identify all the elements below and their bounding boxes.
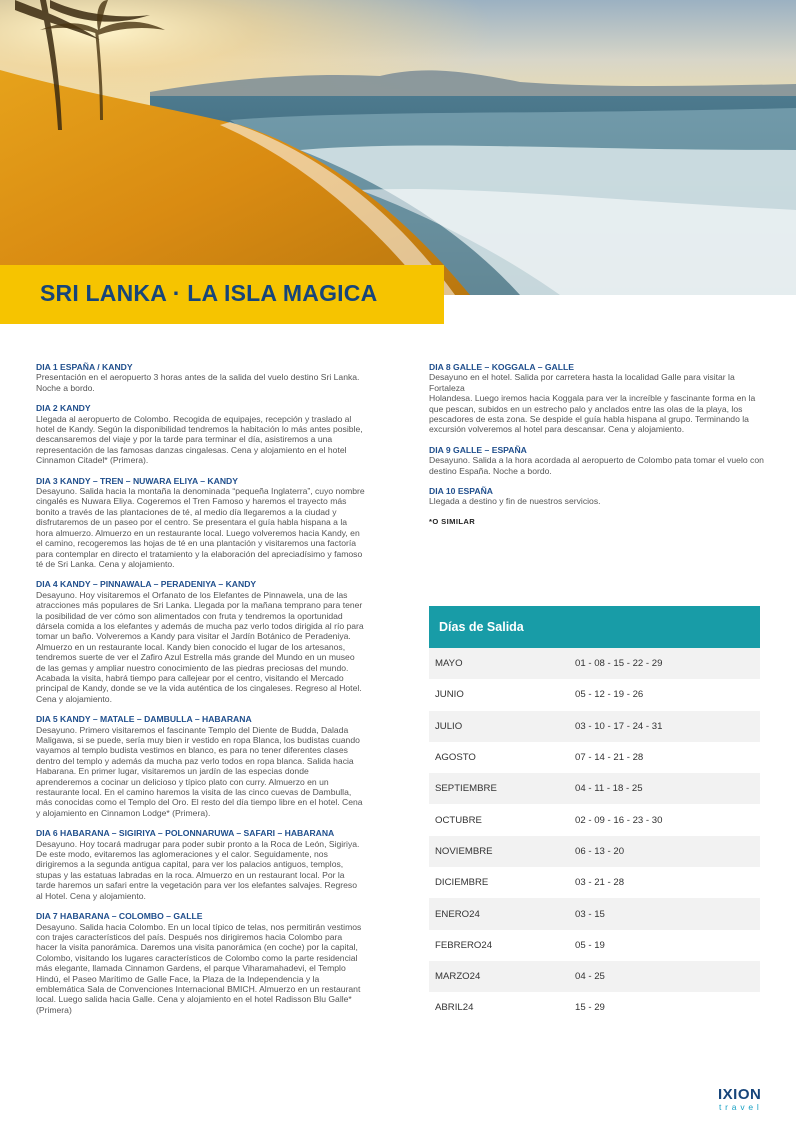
dates-cell: 01 - 08 - 15 - 22 - 29 xyxy=(575,658,663,670)
table-row xyxy=(429,742,760,773)
departure-dates-header: Días de Salida xyxy=(429,606,760,648)
hero-beach-image xyxy=(0,0,796,295)
day-title: DIA 2 KANDY xyxy=(36,403,91,414)
dates-cell: 04 - 25 xyxy=(575,971,605,983)
month-cell: DICIEMBRE xyxy=(435,877,489,889)
similar-note: *O SIMILAR xyxy=(429,516,476,526)
ixion-travel-logo xyxy=(718,1087,778,1117)
day-text: Llegada a destino y fin de nuestros servicios. xyxy=(429,496,601,507)
itinerary-day xyxy=(36,714,366,818)
day-text: Desayuno. Primero visitaremos el fascinante Templo del Diente de Budda, Dalada Maligawa, si se puede, sería muy bien ir vestido en ropa Blanca, los budistas cuando vayamos al templo budista vestimos en blanco, es para no tener diferentes clases dentro del templo y además da mucha paz verlo todos en ropa blanca. Salida hacia Habarana. En primer lugar, visitaremos un jardín de las especias donde aprenderemos a cocinar un delicioso y típico plato con curry. Almuerzo en un restaurante local. En el camino haremos la visita de las cinco cuevas de Dambulla, más conocidas como el Templo del Oro. El resto del día tiempo libre en el hotel. Cena y alojamiento en Cinnamon Lodge* (Primera). xyxy=(36,724,363,818)
itinerary-day xyxy=(36,579,366,704)
dates-cell: 05 - 12 - 19 - 26 xyxy=(575,689,644,701)
dates-cell: 02 - 09 - 16 - 23 - 30 xyxy=(575,814,663,826)
month-cell: JULIO xyxy=(435,720,463,732)
day-text: Desayuno en el hotel. Salida por carretera hasta la localidad Galle para visitar la Fortaleza Holandesa. Luego iremos hacia Koggala para ver la increíble y fascinante forma en la que pescan, subidos en un estrecho palo y anclados entre las olas de la playa, los pescadores de esta zona. Se despide el guía habla hispana al grupo. Terminando la excursión volveremos al hotel para descansar. Cena y alojamiento. xyxy=(429,372,756,435)
table-row xyxy=(429,898,760,929)
day-title: DIA 8 GALLE – KOGGALA – GALLE xyxy=(429,362,574,372)
itinerary-day xyxy=(36,911,366,1015)
day-title: DIA 3 KANDY – TREN – NUWARA ELIYA – KANDY xyxy=(36,475,238,486)
day-text: Presentación en el aeropuerto 3 horas antes de la salida del vuelo destino Sri Lanka. Noche a bordo. xyxy=(36,372,360,393)
day-title: DIA 5 KANDY – MATALE – DAMBULLA – HABARANA xyxy=(36,714,252,725)
month-cell: JUNIO xyxy=(435,689,464,701)
itinerary-day xyxy=(429,486,764,507)
itinerary-day xyxy=(36,828,366,901)
month-cell: FEBRERO24 xyxy=(435,939,493,951)
table-row xyxy=(429,930,760,961)
table-row xyxy=(429,836,760,867)
dates-cell: 05 - 19 xyxy=(575,939,605,951)
month-cell: SEPTIEMBRE xyxy=(435,783,497,795)
day-text: Desayuno. Hoy visitaremos el Orfanato de los Elefantes de Pinnawela, una de las atracciones más populares de Sri Lanka. Llegada por la mañana temprano para tener la posibilidad de ver cómo son alimentados con fruta y tendremos la oportunidad dársela comida a los elefantes y además de mucha paz verlo todos dirigida al río para tomar un baño. Volveremos a Kandy para visitar el Jardín Botánico de Peradeniya. Almuerzo en un restaurante local. Kandy bien conocido el lugar de los artesanos, tendremos suerte de ver el Zafiro Azul Estrella más grande del Mundo en un museo de las gemas y ampliar nuestro conocimiento de las piedras preciosas del mundo. Acabada la visita, habrá tiempo para callejear por el centro, visitando el Mercado principal de Kandy, donde se ve la vida auténtica de los cingaleses. Regreso al Hotel. Cena y alojamiento. xyxy=(36,589,364,704)
day-text: Desayuno. Salida hacia la montaña la denominada “pequeña Inglaterra”, cuyo nombre cingalés es Nuwara Eliya. Cogeremos el Tren Famoso y haremos el trayecto más bonito a través de las plantaciones de té, al medio día llegaremos a la ciudad y disfrutaremos de un paseo por el centro. Se presentara el guía habla hispana a la hora almuerzo. Almuerzo en un restaurante local. Luego volveremos hacia Kandy, en el camino, recogeremos las hojas de té en una plantación y visitaremos una factoría para contemplar en directo el tratamiento y la elaboración del apreciadísimo y famoso té de Sri Lanka. Cena y alojamiento. xyxy=(36,486,365,569)
day-title: DIA 4 KANDY – PINNAWALA – PERADENIYA – KANDY xyxy=(36,579,257,590)
month-cell: NOVIEMBRE xyxy=(435,845,493,857)
day-title: DIA 7 HABARANA – COLOMBO – GALLE xyxy=(36,911,203,922)
dates-cell: 03 - 10 - 17 - 24 - 31 xyxy=(575,720,663,732)
logo-wordmark: IXION xyxy=(718,1086,762,1103)
month-cell: ENERO24 xyxy=(435,908,480,920)
table-row xyxy=(429,992,760,1023)
title-banner xyxy=(0,265,444,324)
table-row xyxy=(429,773,760,804)
itinerary-day xyxy=(36,362,366,393)
day-text: Desayuno. Hoy tocará madrugar para poder subir pronto a la Roca de León, Sigiriya. De este modo, evitaremos las aglomeraciones y el calor. Seguidamente, nos dirigiremos a la segunda antigua capital, para ver los palacios antiguos, templos, stupas y las estatuas labradas en la roca. Almuerzo en un restaurant local. Por la tarde haremos un safari entre la vegetación para ver los elefantes salvajes. Regreso al Hotel. Cena y alojamiento. xyxy=(36,838,360,901)
logo-subtitle: travel xyxy=(719,1102,763,1112)
page-title: SRI LANKA · LA ISLA MAGICA xyxy=(40,280,378,306)
itinerary-day xyxy=(429,362,764,435)
day-title: DIA 1 ESPAÑA / KANDY xyxy=(36,362,133,372)
dates-cell: 03 - 21 - 28 xyxy=(575,877,625,889)
month-cell: MAYO xyxy=(435,658,463,670)
day-title: DIA 9 GALLE – ESPAÑA xyxy=(429,444,527,455)
dates-cell: 06 - 13 - 20 xyxy=(575,845,625,857)
dates-cell: 15 - 29 xyxy=(575,1002,605,1014)
itinerary-left-column xyxy=(36,362,366,1025)
itinerary-day xyxy=(36,476,366,570)
table-row xyxy=(429,961,760,992)
day-text: Desayuno. Salida a la hora acordada al aeropuerto de Colombo pata tomar el vuelo con destino España. Noche a bordo. xyxy=(429,455,764,476)
day-title: DIA 6 HABARANA – SIGIRIYA – POLONNARUWA – SAFARI – HABARANA xyxy=(36,828,335,839)
table-row xyxy=(429,648,760,679)
day-title: DIA 10 ESPAÑA xyxy=(429,486,493,497)
table-row xyxy=(429,867,760,898)
table-row xyxy=(429,679,760,710)
itinerary-day xyxy=(36,403,366,465)
dates-cell: 03 - 15 xyxy=(575,908,605,920)
day-text: Desayuno. Salida hacia Colombo. En un local típico de telas, nos permitirán vestimos con trajes característicos del país. Después nos dirigiremos hacia Colombo para hacer la visita panorámica. Daremos una visita panorámica (en coche) por la capital, Colombo, visitando los lugares característicos de Colombo como la parte residencial más elegante, llamada Cinnamon Gardens, el parque Viharamahadevi, el Templo Hindú, el Paseo Marítimo de Galle Face, la Plaza de la Independencia y la emblemática Sala de Convenciones Internacional BMICH. Almuerzo en un restaurant local. Luego salida hacia Galle. Cena y alojamiento en el hotel Radisson Blu Galle* (Primera) xyxy=(36,921,362,1015)
month-cell: ABRIL24 xyxy=(435,1002,474,1014)
dates-cell: 04 - 11 - 18 - 25 xyxy=(575,783,643,795)
itinerary-right-column xyxy=(429,362,764,526)
table-row xyxy=(429,711,760,742)
departure-rows xyxy=(429,648,760,1024)
month-cell: MARZO24 xyxy=(435,971,481,983)
departure-dates-table xyxy=(429,606,760,1024)
itinerary-day xyxy=(429,445,764,476)
day-text: Llegada al aeropuerto de Colombo. Recogida de equipajes, recepción y traslado al hotel de Kandy. Según la disponibilidad tendremos la habitación lo más antes posible, descansaremos del viaje y por la tarde para terminar el día, asistiremos a una representación de las famosas danzas cingalesas. Cena y alojamiento en el hotel Cinnamon Citadel* (Primera). xyxy=(36,413,363,466)
month-cell: AGOSTO xyxy=(435,752,476,764)
table-row xyxy=(429,804,760,835)
month-cell: OCTUBRE xyxy=(435,814,482,826)
dates-cell: 07 - 14 - 21 - 28 xyxy=(575,752,644,764)
